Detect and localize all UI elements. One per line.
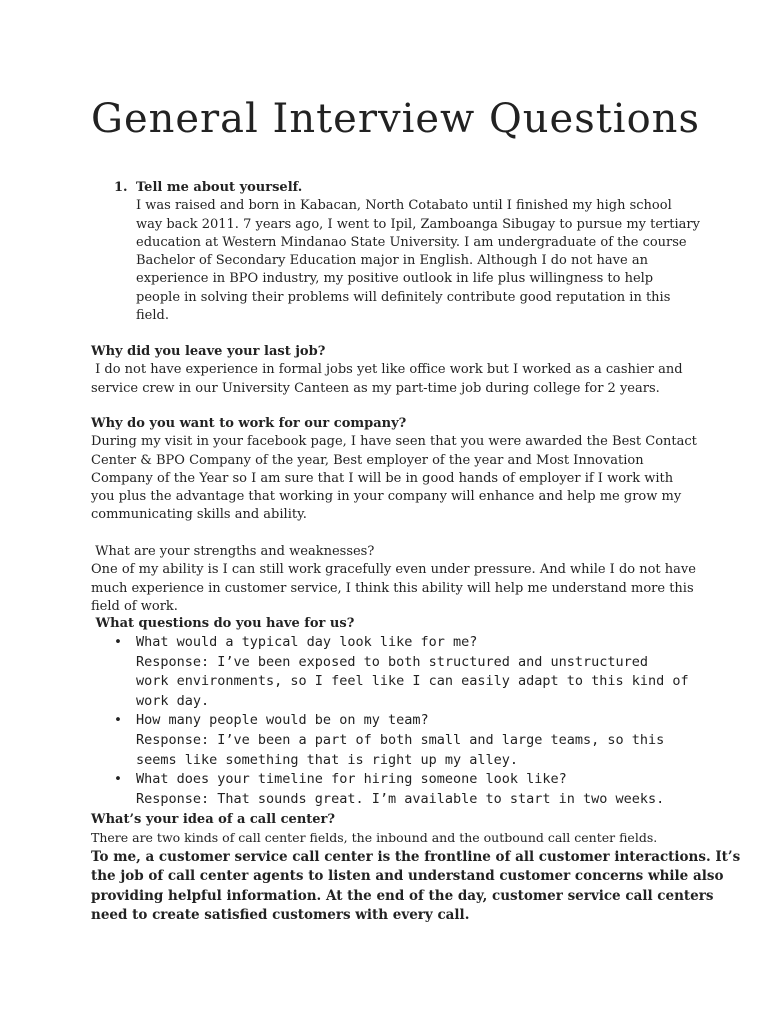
answer-line: much experience in customer service, I think this ability will help me understand more this: [91, 580, 694, 596]
bullet-list: [114, 633, 689, 809]
list-item: [114, 633, 689, 711]
question-heading: What are your strengths and weaknesses?: [91, 544, 375, 559]
answer-line: need to create satisfied customers with every call.: [91, 907, 470, 924]
answer-line: field of work.: [91, 598, 178, 614]
answer-line: Center & BPO Company of the year, Best employer of the year and Most Innovation: [91, 452, 644, 468]
answer-line: I do not have experience in formal jobs yet like office work but I worked as a cashier and: [91, 362, 683, 378]
bullet-response: Response: That sounds great. I’m available to start in two weeks.: [136, 790, 665, 807]
bullet-icon: •: [114, 771, 122, 788]
question-heading: Why did you leave your last job?: [91, 344, 326, 359]
section-call-center: [91, 811, 741, 926]
answer-line: field.: [136, 308, 169, 324]
bullet-question: What would a typical day look like for me?: [136, 634, 478, 650]
list-item: [114, 711, 674, 770]
question-heading: What questions do you have for us?: [91, 616, 355, 631]
answer-line: communicating skills and ability.: [91, 507, 307, 523]
question-heading: Why do you want to work for our company?: [91, 416, 407, 431]
list-number: 1.: [114, 180, 128, 195]
answer-line: providing helpful information. At the end of the day, customer service call centers: [91, 887, 714, 904]
bullet-icon: •: [114, 634, 122, 650]
question-heading: Tell me about yourself.: [136, 180, 303, 195]
answer-line: To me, a customer service call center is the frontline of all customer interactions. It’s: [91, 848, 741, 865]
answer-line: education at Western Mindanao State University. I am undergraduate of the course: [136, 234, 687, 250]
answer-line: way back 2011. 7 years ago, I went to Ipil, Zamboanga Sibugay to pursue my tertiary: [136, 216, 700, 232]
bullet-response: seems like something that is right up my alley.: [136, 751, 519, 768]
section-strengths: [91, 543, 696, 616]
answer-line: you plus the advantage that working in your company will enhance and help me grow my: [91, 489, 682, 505]
answer-line: During my visit in your facebook page, I have seen that you were awarded the Best Contact: [91, 434, 697, 450]
answer-line: Bachelor of Secondary Education major in English. Although I do not have an: [136, 253, 648, 269]
page-title: General Interview Questions: [91, 96, 700, 142]
answer-line: Company of the Year so I am sure that I will be in good hands of employer if I work with: [91, 470, 674, 486]
question-heading: What’s your idea of a call center?: [91, 812, 336, 827]
bullet-response: Response: I’ve been a part of both small and large teams, so this: [136, 731, 665, 748]
bullet-response: Response: I’ve been exposed to both structured and unstructured: [136, 653, 649, 670]
answer-line: service crew in our University Canteen as my part-time job during college for 2 years.: [91, 380, 660, 396]
section-questions-for-us: [91, 615, 691, 633]
answer-line: the job of call center agents to listen and understand customer concerns while also: [91, 868, 724, 885]
answer-intro: There are two kinds of call center fields, the inbound and the outbound call center fields.: [91, 830, 658, 846]
bullet-question: How many people would be on my team?: [136, 712, 429, 729]
section-leave-job: [91, 343, 691, 398]
answer-line: I was raised and born in Kabacan, North Cotabato until I finished my high school: [136, 198, 672, 214]
answer-line: people in solving their problems will definitely contribute good reputation in this: [136, 289, 671, 305]
answer-line: One of my ability is I can still work gracefully even under pressure. And while I do not have: [91, 562, 696, 578]
answer-line: experience in BPO industry, my positive outlook in life plus willingness to help: [136, 271, 654, 287]
bullet-question: What does your timeline for hiring someone look like?: [136, 771, 567, 788]
bullet-response: work day.: [136, 692, 210, 709]
section-work-for-company: [91, 415, 697, 525]
list-item: [114, 770, 674, 809]
bullet-icon: •: [114, 712, 122, 729]
bullet-response: work environments, so I feel like I can easily adapt to this kind of: [136, 673, 689, 690]
answer-block: [136, 179, 700, 325]
